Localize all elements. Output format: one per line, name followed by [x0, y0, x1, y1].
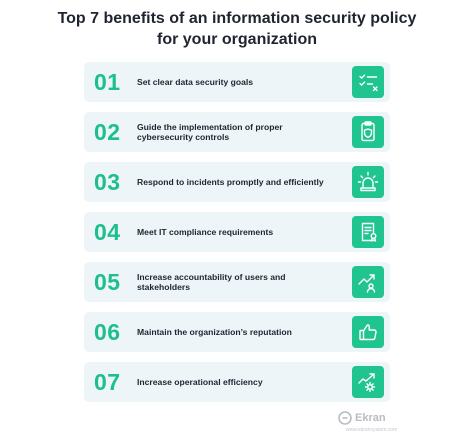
alarm-siren-icon [352, 166, 384, 198]
benefit-item-05 [84, 262, 390, 302]
brand-url: www.ekransystem.com [346, 427, 398, 433]
benefit-text: Respond to incidents promptly and efficiently [137, 176, 324, 187]
benefit-number: 04 [94, 219, 121, 245]
user-growth-icon [352, 266, 384, 298]
clipboard-shield-icon [352, 116, 384, 148]
benefit-item-07 [84, 362, 390, 402]
benefit-number: 01 [94, 69, 121, 95]
ekran-logo-icon [338, 411, 352, 425]
thumbs-up-icon [352, 316, 384, 348]
page-title [0, 8, 474, 50]
benefit-text: Increase operational efficiency [137, 376, 263, 387]
benefit-text: Maintain the organization’s reputation [137, 326, 292, 337]
benefit-number: 05 [94, 269, 121, 295]
brand-logo [338, 411, 448, 439]
benefit-number: 07 [94, 369, 121, 395]
benefit-number: 03 [94, 169, 121, 195]
benefit-number: 02 [94, 119, 121, 145]
certificate-icon [352, 216, 384, 248]
brand-name: Ekran [355, 412, 386, 424]
benefit-item-01 [84, 62, 390, 102]
benefit-item-04 [84, 212, 390, 252]
benefit-item-06 [84, 312, 390, 352]
benefit-text: Meet IT compliance requirements [137, 226, 274, 237]
gear-growth-icon [352, 366, 384, 398]
benefit-text: Increase accountability of users and stakeholders [137, 271, 286, 292]
title-line-1: Top 7 benefits of an information security policy [57, 10, 417, 27]
benefit-item-02 [84, 112, 390, 152]
benefit-text: Guide the implementation of proper cybersecurity controls [137, 121, 283, 142]
benefit-number: 06 [94, 319, 121, 345]
title-line-2: for your organization [157, 31, 317, 48]
checklist-icon [352, 66, 384, 98]
benefit-item-03 [84, 162, 390, 202]
benefit-text: Set clear data security goals [137, 76, 254, 87]
